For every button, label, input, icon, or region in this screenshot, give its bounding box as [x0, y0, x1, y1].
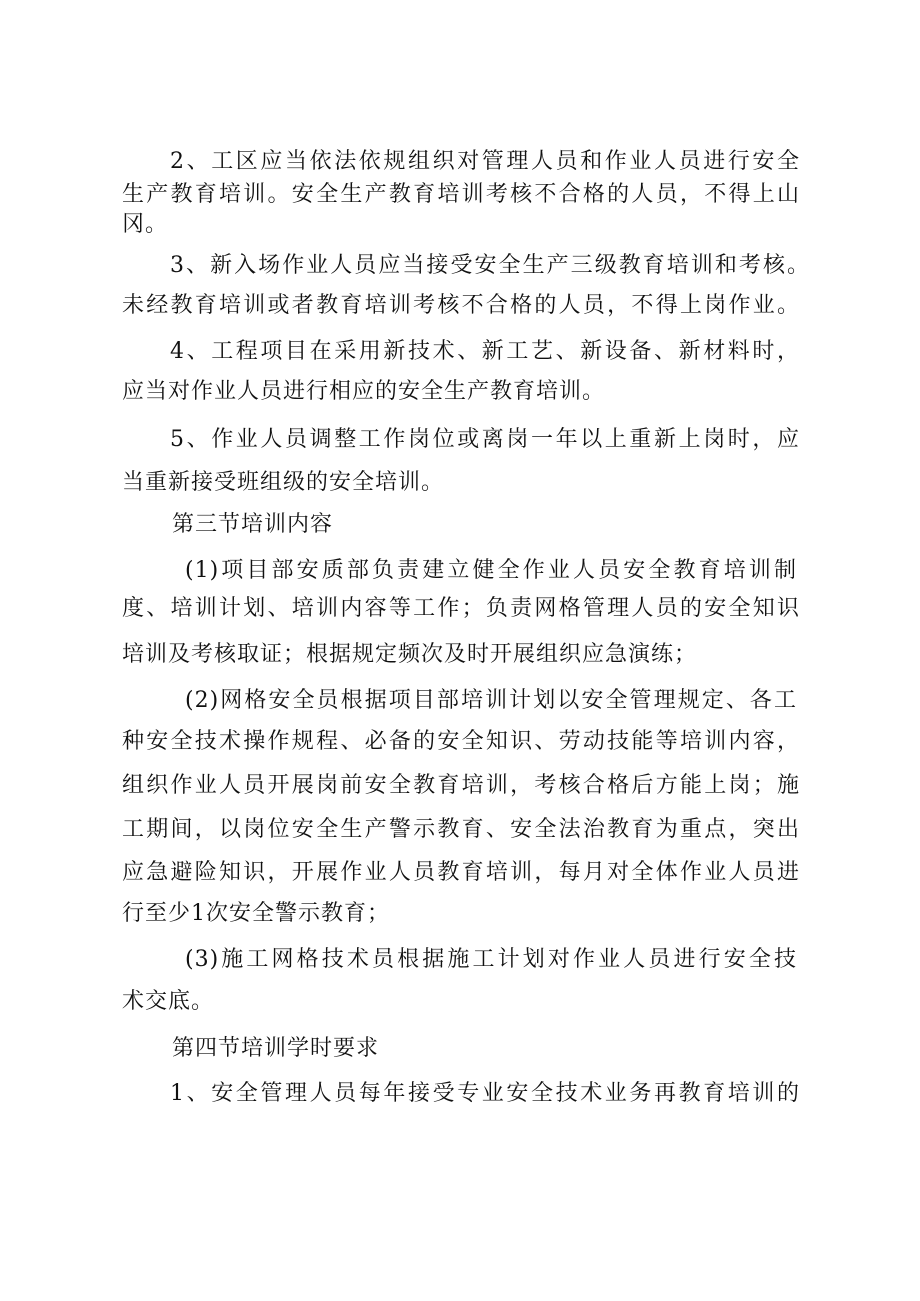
- paragraph-line: 2、工区应当依法依规组织对管理人员和作业人员进行安全: [170, 149, 800, 174]
- paragraph-line: 1、安全管理人员每年接受专业安全技术业务再教育培训的: [170, 1081, 800, 1106]
- paragraph-line: 4、工程项目在采用新技术、新工艺、新设备、新材料时，: [170, 339, 800, 364]
- paragraph-line: 未经教育培训或者教育培训考核不合格的人员，不得上岗作业。: [122, 293, 800, 318]
- paragraph-line: 冈。: [122, 212, 169, 237]
- paragraph-line: (1)项目部安质部负责建立健全作业人员安全教育培训制: [185, 558, 797, 583]
- paragraph-line: (2)网格安全员根据项目部培训计划以安全管理规定、各工: [185, 688, 797, 713]
- paragraph-line: 应急避险知识，开展作业人员教育培训，每月对全体作业人员进: [122, 860, 800, 885]
- paragraph-line: 种安全技术操作规程、必备的安全知识、劳动技能等培训内容，: [122, 729, 800, 754]
- paragraph-line: 5、作业人员调整工作岗位或离岗一年以上重新上岗时，应: [170, 427, 800, 452]
- paragraph-line: 3、新入场作业人员应当接受安全生产三级教育培训和考核。: [170, 253, 810, 278]
- section-heading-3: 第三节培训内容: [172, 512, 334, 537]
- paragraph-line: 工期间，以岗位安全生产警示教育、安全法治教育为重点，突出: [122, 817, 800, 842]
- paragraph-line: 度、培训计划、培训内容等工作；负责网格管理人员的安全知识: [122, 596, 800, 621]
- paragraph-line: 行至少1次安全警示教育；: [122, 901, 390, 926]
- paragraph-line: 组织作业人员开展岗前安全教育培训，考核合格后方能上岗；施: [122, 773, 800, 798]
- paragraph-line: 当重新接受班组级的安全培训。: [122, 470, 445, 495]
- paragraph-line: 生产教育培训。安全生产教育培训考核不合格的人员，不得上山: [122, 182, 800, 207]
- paragraph-line: 培训及考核取证；根据规定频次及时开展组织应急演练；: [122, 642, 698, 667]
- paragraph-line: 术交底。: [122, 989, 215, 1014]
- paragraph-line: 应当对作业人员进行相应的安全生产教育培训。: [122, 379, 606, 404]
- section-heading-4: 第四节培训学时要求: [172, 1036, 380, 1061]
- paragraph-line: (3)施工网格技术员根据施工计划对作业人员进行安全技: [185, 947, 797, 972]
